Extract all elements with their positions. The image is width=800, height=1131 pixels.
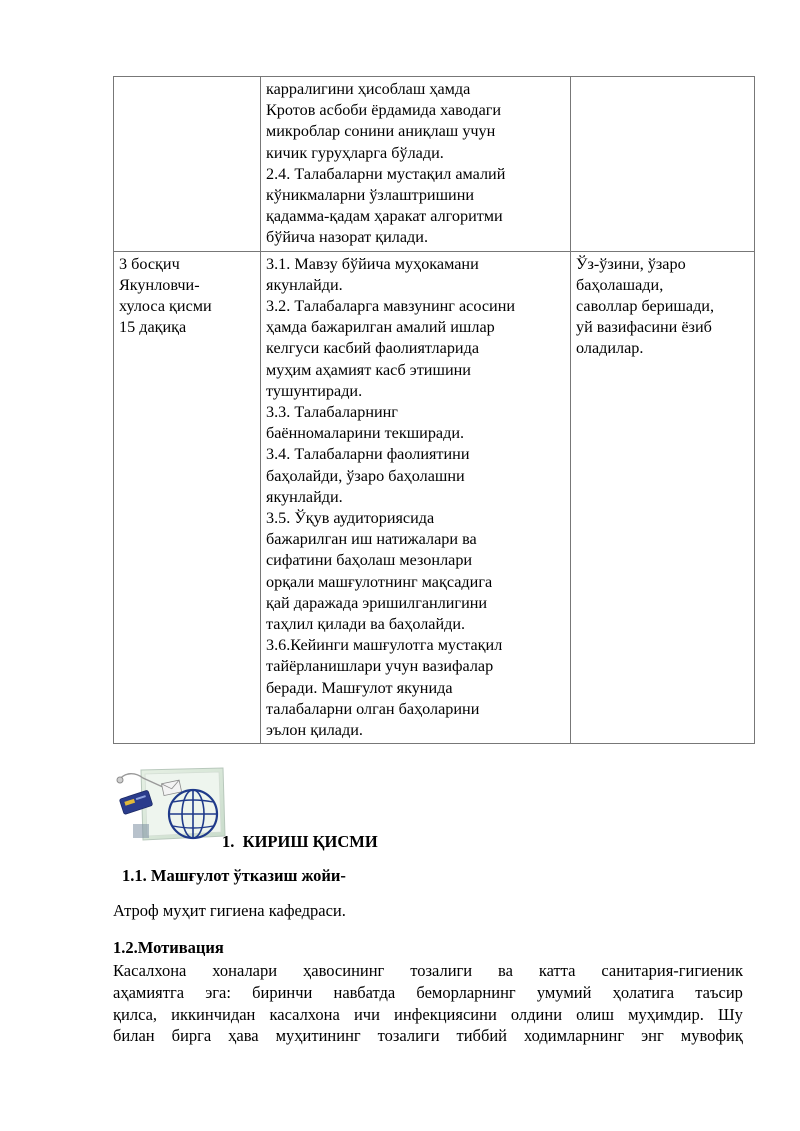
text-line: микроблар сонини аниқлаш учун <box>266 122 496 141</box>
word: мувофиқ <box>680 1026 743 1046</box>
paragraph-line <box>113 982 743 1004</box>
text-line: 15 дақиқа <box>119 318 187 337</box>
word: энг <box>641 1026 664 1046</box>
text-line: беради. Машғулот якунида <box>266 678 453 697</box>
word: касалхона <box>269 1004 340 1024</box>
text-line: қадамма-қадам ҳаракат алгоритми <box>266 207 503 226</box>
word: тозалиги <box>377 1026 440 1046</box>
text-line: оладилар. <box>576 339 644 358</box>
subsection-heading: 1.1. Машғулот ўтказиш жойи- <box>122 866 346 885</box>
word: иккинчидан <box>171 1004 256 1024</box>
teacher-activity-cell <box>261 251 571 744</box>
student-activity-cell <box>571 77 755 252</box>
section-number: 1. <box>222 832 235 851</box>
word: муҳимдир. <box>628 1004 704 1024</box>
text-line: муҳим аҳамият касб этишини <box>266 360 471 379</box>
section-heading <box>222 832 378 852</box>
word: санитария-гигиеник <box>601 961 743 980</box>
text-line: баённомаларини текширади. <box>266 424 465 443</box>
section-title: КИРИШ ҚИСМИ <box>242 832 378 851</box>
word: ичи <box>353 1004 380 1024</box>
text-line: кўникмаларни ўзлаштришини <box>266 186 475 205</box>
text-line: тайёрланишлари учун вазифалар <box>266 657 494 676</box>
word: навбатда <box>333 982 396 1002</box>
text-line: 3.3. Талабаларнинг <box>266 403 398 422</box>
stage-cell <box>114 77 261 252</box>
text-line: 3.5. Ўқув аудиториясида <box>266 509 435 528</box>
word: тиббий <box>456 1026 508 1046</box>
word: олиш <box>576 1004 614 1024</box>
text-line: саволлар беришади, <box>576 297 715 316</box>
word: ходимларнинг <box>523 1026 625 1046</box>
word: таъсир <box>695 982 743 1002</box>
text-line: Ўз-ўзини, ўзаро <box>576 254 686 273</box>
paragraph-text: Атроф муҳит гигиена кафедраси. <box>113 901 346 920</box>
word: бирга <box>171 1026 212 1046</box>
word: ҳава <box>228 1026 259 1046</box>
text-line: 3.6.Кейинги машғулотга мустақил <box>266 636 503 655</box>
paragraph-line <box>113 1025 743 1047</box>
text-line: талабаларни олган баҳоларини <box>266 699 480 718</box>
word: ва <box>498 961 513 980</box>
paragraph-line <box>113 960 743 982</box>
stage-cell <box>114 251 261 744</box>
text-line: эълон қилади. <box>266 721 363 740</box>
word: ҳавосининг <box>303 961 385 980</box>
word: умумий <box>536 982 592 1002</box>
text-line: ҳамда бажарилган амалий ишлар <box>266 318 495 337</box>
teacher-activity-cell <box>261 77 571 252</box>
word: аҳамиятга <box>113 982 185 1002</box>
text-line: 2.4. Талабаларни мустақил амалий <box>266 164 506 183</box>
lesson-plan-table <box>113 76 755 744</box>
text-line: уй вазифасини ёзиб <box>576 318 712 337</box>
subsection-heading: 1.2.Мотивация <box>113 938 224 957</box>
text-line: кичик гуруҳларга бўлади. <box>266 143 444 162</box>
word: қилса, <box>113 1004 158 1024</box>
text-line: 3.4. Талабаларни фаолиятини <box>266 445 470 464</box>
globe-with-envelope-icon <box>113 766 227 844</box>
word: олдини <box>510 1004 563 1024</box>
text-line: сифатини баҳолаш мезонлари <box>266 551 473 570</box>
word: Касалхона <box>113 961 187 980</box>
word: беморларнинг <box>416 982 516 1002</box>
word: инфекциясини <box>394 1004 497 1024</box>
text-line: Якунловчи- <box>119 275 200 294</box>
text-line: қай даражада эришилганлигини <box>266 593 488 612</box>
text-line: келгуси касбий фаолиятларида <box>266 339 479 358</box>
table-row <box>114 251 755 744</box>
table-row <box>114 77 755 252</box>
text-line: тушунтиради. <box>266 381 363 400</box>
text-line: якунлайди. <box>266 487 343 506</box>
text-line: баҳолашади, <box>576 275 664 294</box>
word: билан <box>113 1026 155 1046</box>
text-line: бўйича назорат қилади. <box>266 228 428 247</box>
text-line: карралигини ҳисоблаш ҳамда <box>266 80 471 98</box>
word: тозалиги <box>410 961 473 980</box>
text-line: баҳолайди, ўзаро баҳолашни <box>266 466 465 485</box>
word: хоналари <box>212 961 278 980</box>
text-line: бажарилган иш натижалари ва <box>266 530 477 549</box>
paragraph-line <box>113 1004 743 1026</box>
text-line: якунлайди. <box>266 275 343 294</box>
student-activity-cell <box>571 251 755 744</box>
text-line: хулоса қисми <box>119 297 212 316</box>
word: муҳитининг <box>275 1026 361 1046</box>
word: ҳолатига <box>612 982 675 1002</box>
word: Шу <box>718 1004 743 1024</box>
word: катта <box>538 961 576 980</box>
text-line: таҳлил қилади ва баҳолайди. <box>266 615 466 634</box>
word: биринчи <box>252 982 313 1002</box>
word: эга: <box>205 982 231 1002</box>
text-line: 3.1. Мавзу бўйича муҳокамани <box>266 254 479 273</box>
text-line: 3.2. Талабаларга мавзунинг асосини <box>266 297 516 316</box>
text-line: 3 босқич <box>119 254 180 273</box>
text-line: Кротов асбоби ёрдамида хаводаги <box>266 101 502 120</box>
paragraph <box>113 960 743 1047</box>
text-line: орқали машғулотнинг мақсадига <box>266 572 493 591</box>
